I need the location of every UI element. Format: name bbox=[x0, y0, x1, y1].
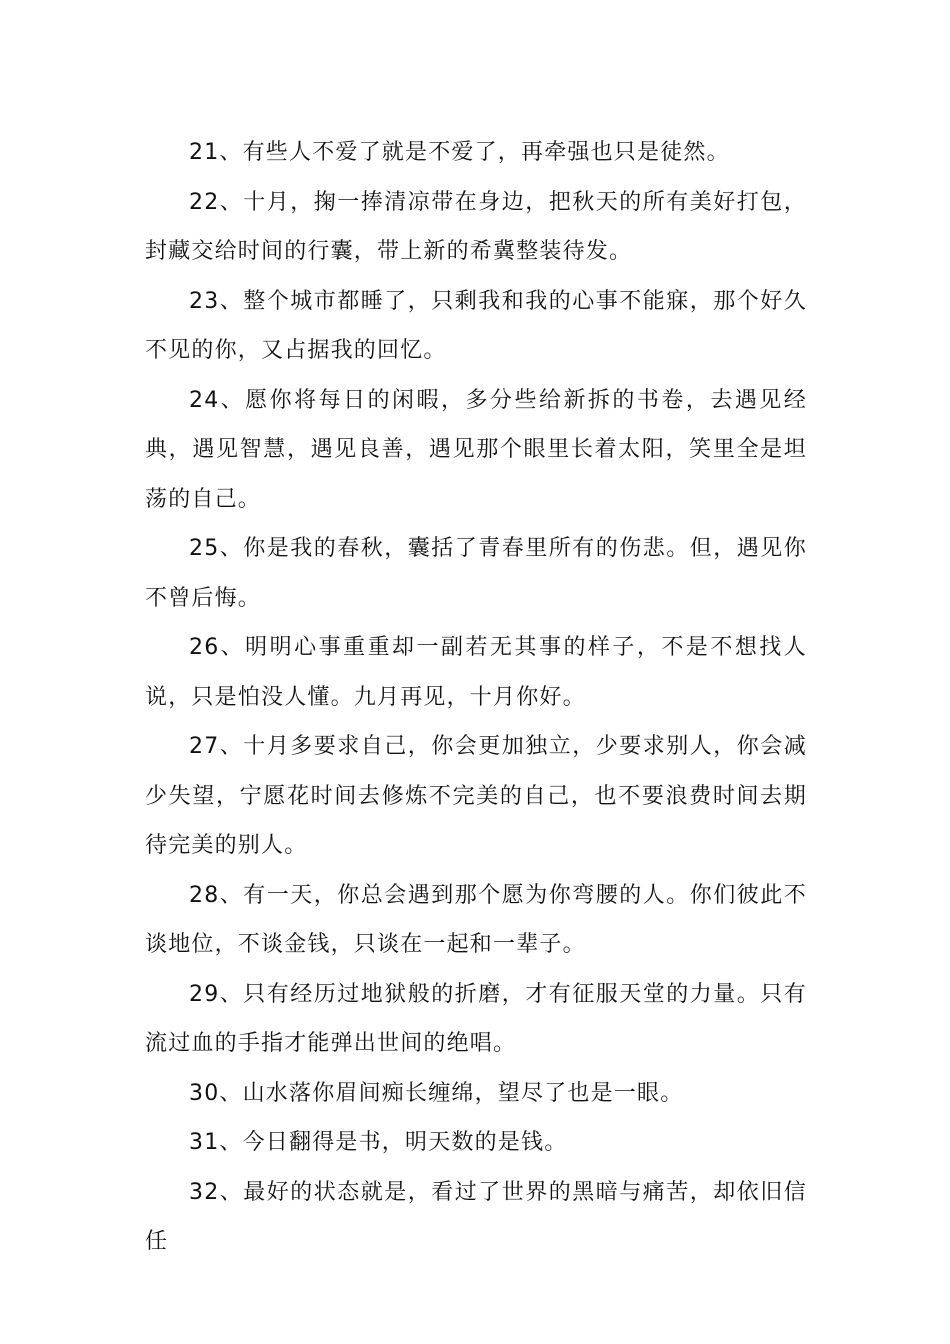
paragraph-24: 24、愿你将每日的闲暇，多分些给新拆的书卷，去遇见经典，遇见智慧，遇见良善，遇见那个眼里长着太阳，笑里全是坦荡的自己。 bbox=[145, 387, 807, 512]
paragraph-21: 21、有些人不爱了就是不爱了，再牵强也只是徒然。 bbox=[189, 140, 730, 165]
paragraph-22: 22、十月，掬一捧清凉带在身边，把秋天的所有美好打包，封藏交给时间的行囊，带上新的希冀整装待发。 bbox=[145, 189, 807, 264]
paragraph-25: 25、你是我的春秋，囊括了青春里所有的伤悲。但，遇见你不曾后悔。 bbox=[145, 536, 807, 611]
paragraph-27: 27、十月多要求自己，你会更加独立，少要求别人，你会减少失望，宁愿花时间去修炼不完美的自己，也不要浪费时间去期待完美的别人。 bbox=[145, 734, 807, 858]
paragraph-28: 28、有一天，你总会遇到那个愿为你弯腰的人。你们彼此不谈地位，不谈金钱，只谈在一起和一辈子。 bbox=[145, 882, 807, 957]
paragraph-29: 29、只有经历过地狱般的折磨，才有征服天堂的力量。只有流过血的手指才能弹出世间的绝唱。 bbox=[145, 981, 807, 1056]
paragraph-23: 23、整个城市都睡了，只剩我和我的心事不能寐，那个好久不见的你，又占据我的回忆。 bbox=[145, 288, 807, 363]
paragraph-26: 26、明明心事重重却一副若无其事的样子，不是不想找人说，只是怕没人懂。九月再见，十月你好。 bbox=[145, 635, 807, 710]
document-body bbox=[145, 128, 807, 1267]
paragraph-31: 31、今日翻得是书，明天数的是钱。 bbox=[189, 1130, 568, 1155]
paragraph-32: 32、最好的状态就是，看过了世界的黑暗与痛苦，却依旧信任 bbox=[145, 1179, 807, 1254]
paragraph-30: 30、山水落你眉间痴长缠绵，望尽了也是一眼。 bbox=[189, 1080, 684, 1106]
